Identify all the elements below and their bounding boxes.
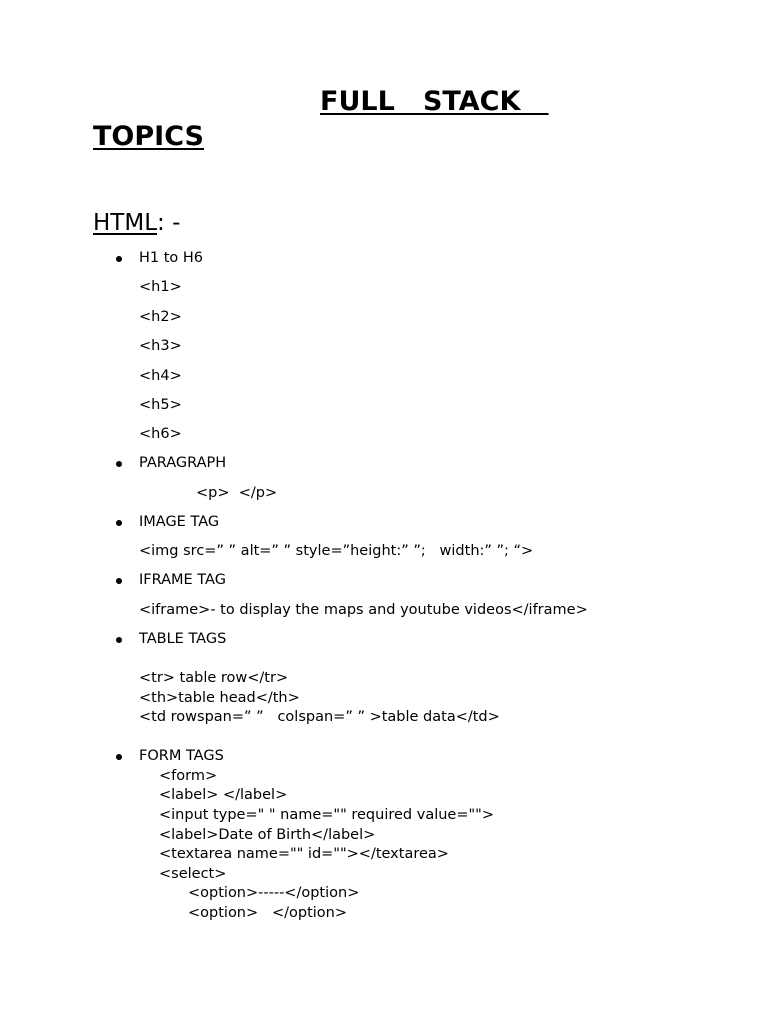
- section-heading-suffix: : -: [157, 210, 181, 236]
- bullet-dot: [116, 461, 122, 467]
- title-line-2: TOPICS: [93, 121, 204, 152]
- code-line: <img src=” ” alt=” ” style=”height:” ”; width:” ”; “>: [139, 543, 534, 559]
- bullet-iframe-tag: IFRAME TAG: [139, 572, 226, 588]
- code-line: <option>-----</option>: [188, 885, 360, 901]
- code-line: <th>table head</th>: [139, 690, 300, 706]
- bullet-dot: [116, 520, 122, 526]
- code-line: <option> </option>: [188, 905, 348, 921]
- code-line: <h5>: [139, 397, 182, 413]
- section-heading: [93, 209, 180, 237]
- bullet-h-tags: H1 to H6: [139, 250, 204, 266]
- code-line: <textarea name="" id=""></textarea>: [159, 846, 449, 862]
- code-line: <h6>: [139, 426, 182, 442]
- section-heading-name: HTML: [93, 210, 158, 236]
- code-line: <td rowspan=” ” colspan=” ” >table data</td>: [139, 709, 500, 725]
- code-line: <h1>: [139, 279, 182, 295]
- title-line-1: FULL STACK: [320, 86, 549, 117]
- bullet-dot: [116, 256, 122, 262]
- code-line: <tr> table row</tr>: [139, 670, 289, 686]
- bullet-dot: [116, 578, 122, 584]
- bullet-paragraph: PARAGRAPH: [139, 455, 227, 471]
- code-line: <select>: [159, 866, 227, 882]
- bullet-form-tags: FORM TAGS: [139, 748, 224, 764]
- code-line: <iframe>- to display the maps and youtube videos</iframe>: [139, 602, 588, 618]
- bullet-dot: [116, 637, 122, 643]
- code-line: <h2>: [139, 309, 182, 325]
- code-line: <h4>: [139, 368, 182, 384]
- bullet-table-tags: TABLE TAGS: [139, 631, 227, 647]
- code-line: <label> </label>: [159, 787, 288, 803]
- code-line: <form>: [159, 768, 218, 784]
- code-line: <label>Date of Birth</label>: [159, 827, 376, 843]
- bullet-image-tag: IMAGE TAG: [139, 514, 220, 530]
- code-line: <input type=" " name="" required value="">: [159, 807, 494, 823]
- code-line: <h3>: [139, 338, 182, 354]
- bullet-dot: [116, 754, 122, 760]
- code-line: <p> </p>: [196, 485, 278, 501]
